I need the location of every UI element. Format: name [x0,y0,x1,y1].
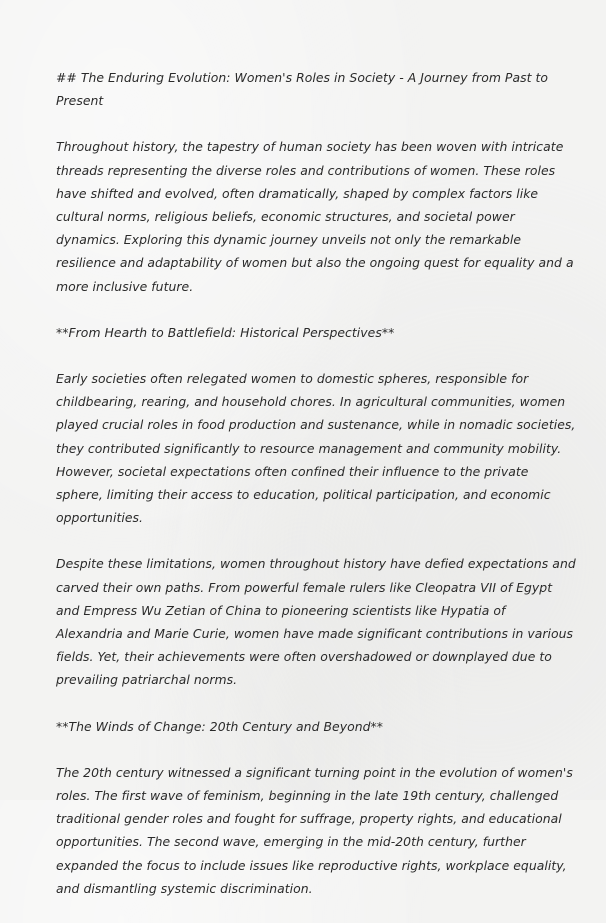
document-page [56,66,576,923]
section-heading-change: **The Winds of Change: 20th Century and Beyond** [56,718,384,734]
intro-paragraph: Throughout history, the tapestry of human society has been woven with intricate threads representing the diverse roles and contributions of women. These roles have shifted and evolved, often dramatically, shaped by complex factors like cultural norms, religious beliefs, economic structures, and societal power dynamics. Exploring this dynamic journey unveils not only the remarkable resilience and adaptability of women but also the ongoing quest for equality and a more inclusive future. [56,139,574,294]
change-paragraph-1: The 20th century witnessed a significant turning point in the evolution of women's roles. The first wave of feminism, beginning in the late 19th century, challenged traditional gender roles and fought for suffrage, property rights, and educational opportunities. The second wave, emerging in the mid-20th century, further expanded the focus to include issues like reproductive rights, workplace equality, and dismantling systemic discrimination. [56,764,573,896]
section-heading-history: **From Hearth to Battlefield: Historical Perspectives** [56,324,395,340]
document-title: ## The Enduring Evolution: Women's Roles in Society - A Journey from Past to Present [56,70,549,109]
history-paragraph-1: Early societies often relegated women to domestic spheres, responsible for childbearing, rearing, and household chores. In agricultural communities, women played crucial roles in food production and sustenance, while in nomadic societies, they contributed significantly to resource management and community mobility. However, societal expectations often confined their influence to the private sphere, limiting their access to education, political participation, and economic opportunities. [56,371,576,526]
history-paragraph-2: Despite these limitations, women throughout history have defied expectations and carved their own paths. From powerful female rulers like Cleopatra VII of Egypt and Empress Wu Zetian of China to pioneering scientists like Hypatia of Alexandria and Marie Curie, women have made significant contributions in various fields. Yet, their achievements were often overshadowed or downplayed due to prevailing patriarchal norms. [56,556,576,688]
